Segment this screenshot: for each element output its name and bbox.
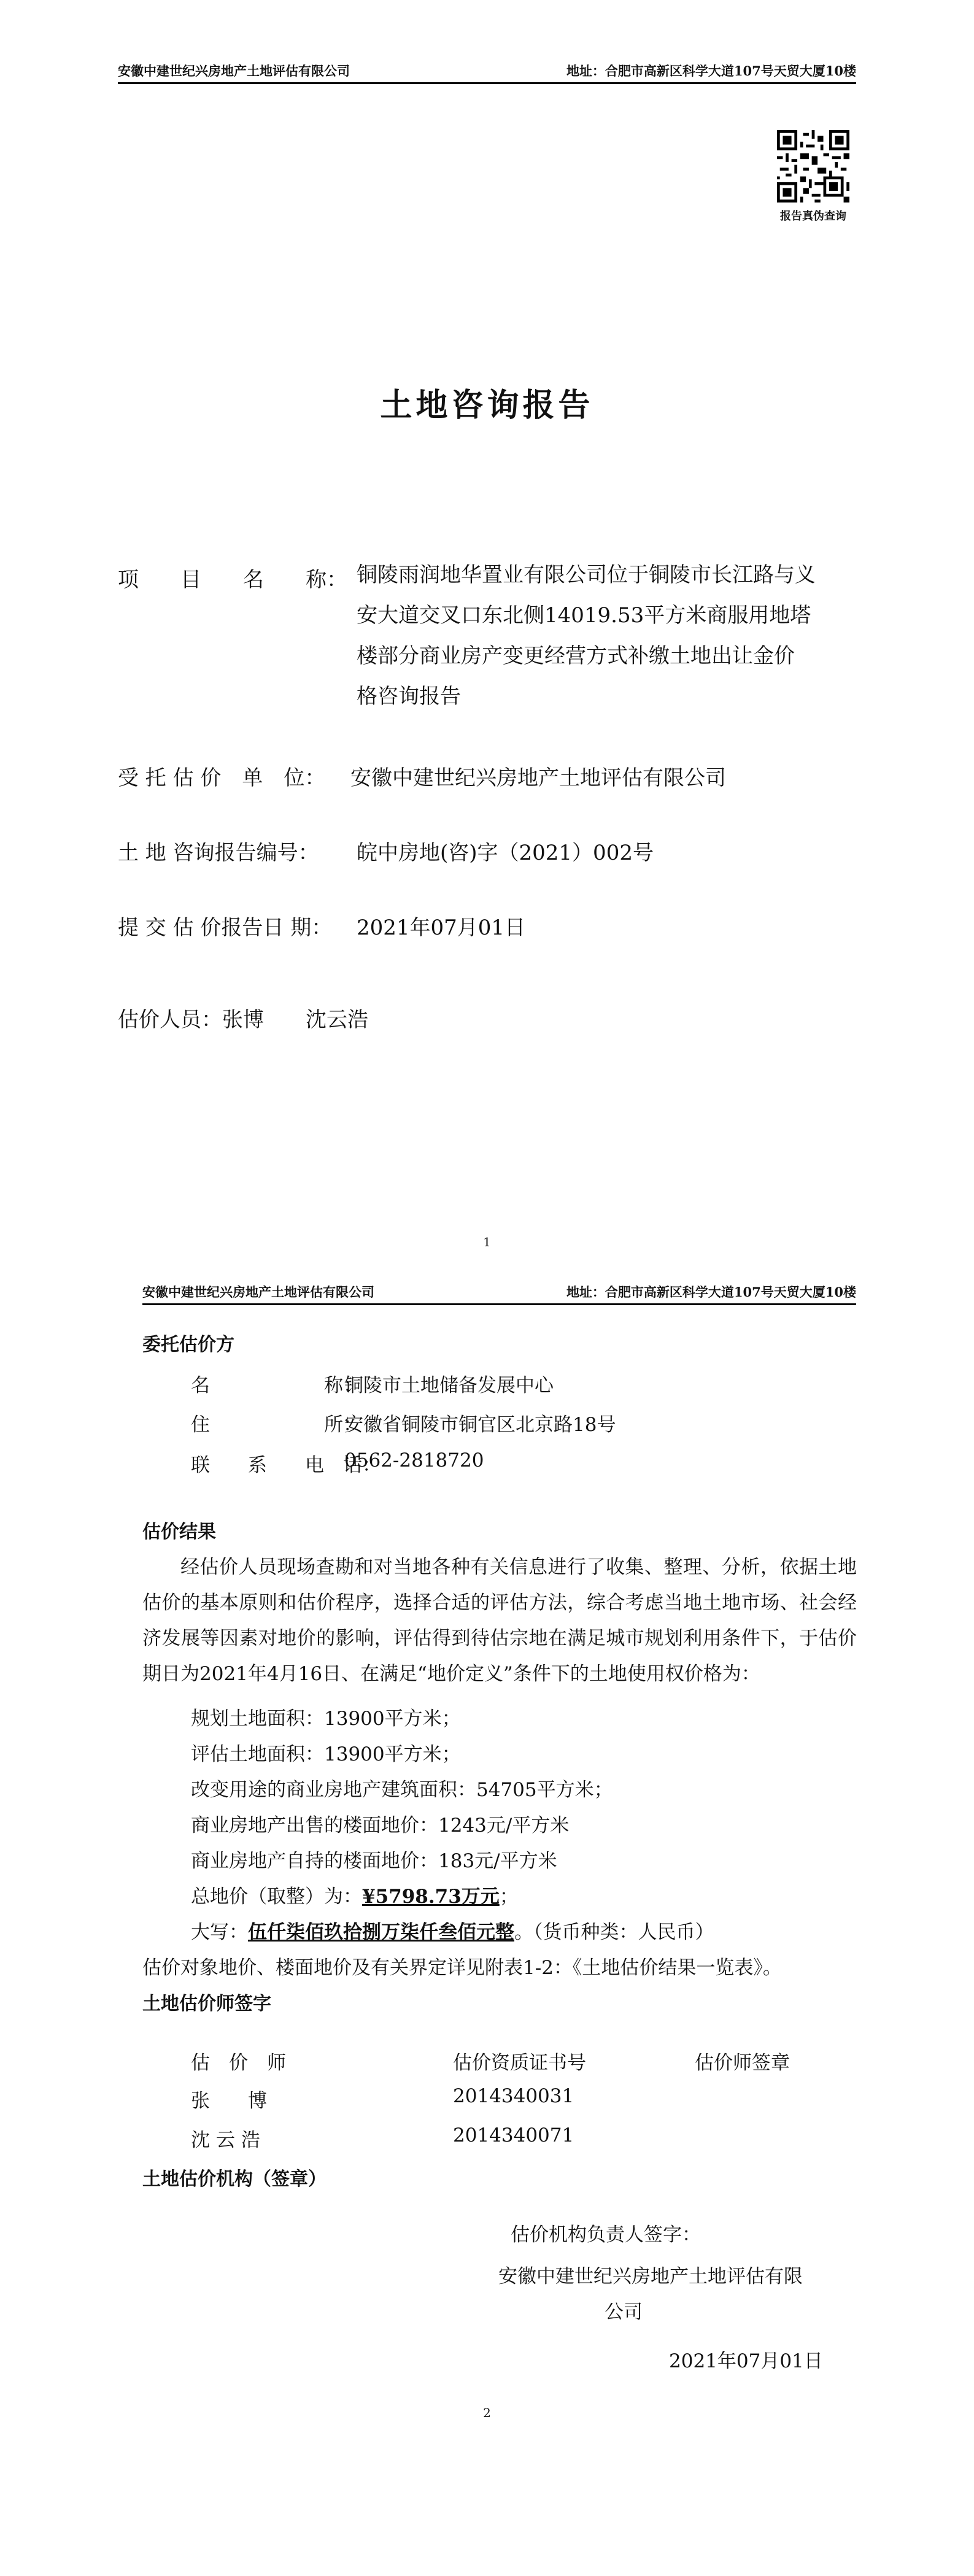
qr-block[interactable]: [771, 130, 855, 223]
project-line: 楼部分商业房产变更经营方式补缴土地出让金价: [357, 644, 795, 668]
client-name-label: 名 称：: [191, 1375, 362, 1397]
result-paragraph: 经估价人员现场查勘和对当地各种有关信息进行了收集、整理、分析，依据土地估价的基本原则和估价程序，选择合适的评估方法，综合考虑当地土地市场、社会经济发展等因素对地价的影响，评估得到待估宗地在满足城市规划利用条件下，于估价期日为2021年4月16日、在满足“地价定义”条件下的土地使用权价格为：: [142, 1556, 857, 1685]
client-section-title: 委托估价方: [142, 1334, 234, 1355]
project-name-value: [357, 555, 866, 717]
total-price-value: ¥5798.73万元: [362, 1886, 500, 1908]
table-row-cert: 2014340031: [453, 2085, 574, 2107]
table-row-name: 沈 云 浩: [191, 2129, 260, 2151]
valuers-value: 张博 沈云浩: [222, 1008, 368, 1032]
table-row-cert: 2014340071: [453, 2124, 574, 2146]
entrusted-unit-row: [118, 761, 726, 791]
qr-code-icon[interactable]: [777, 130, 849, 202]
caps-label: 大写：: [191, 1921, 248, 1943]
table-header-cert: 估价资质证书号: [453, 2052, 586, 2074]
header-address: 地址：合肥市高新区科学大道107号天贸大厦10楼: [566, 1284, 856, 1300]
page-header: [142, 1282, 856, 1305]
submit-date-row: [118, 911, 525, 941]
page-number: 2: [483, 2405, 491, 2420]
org-name-line: 安徽中建世纪兴房地产土地评估有限: [498, 2266, 803, 2288]
total-price-row: [191, 1881, 519, 1908]
result-item: 规划土地面积：13900平方米；: [191, 1708, 461, 1730]
project-name-label: 项 目 名 称：: [118, 568, 347, 592]
detail-note: 估价对象地价、楼面地价及有关界定详见附表1-2：《土地估价结果一览表》。: [142, 1957, 782, 1979]
client-address-value: 安徽省铜陵市铜官区北京路18号: [344, 1414, 616, 1436]
result-item: 商业房地产出售的楼面地价：1243元/平方米: [191, 1814, 570, 1837]
result-section-title: 估价结果: [142, 1521, 216, 1543]
result-item: 改变用途的商业房地产建筑面积：54705平方米；: [191, 1779, 613, 1801]
submit-date-label: 提 交 估 价报告日 期：: [118, 916, 333, 940]
project-line: 安大道交叉口东北侧14019.53平方米商服用地塔: [357, 603, 811, 628]
org-section-title: 土地估价机构（签章）: [142, 2169, 327, 2190]
page-1: [0, 0, 974, 1269]
table-header-valuer: 估 价 师: [191, 2052, 286, 2074]
caps-suffix: 。（货币种类：人民币）: [514, 1921, 714, 1943]
page-header: [118, 61, 856, 84]
sign-section-title: 土地估价师签字: [142, 1993, 271, 2015]
header-address: 地址：合肥市高新区科学大道107号天贸大厦10楼: [566, 63, 856, 79]
client-name-value: 铜陵市土地储备发展中心: [344, 1375, 554, 1397]
valuers-row: [118, 1003, 368, 1033]
result-item: 评估土地面积：13900平方米；: [191, 1743, 461, 1765]
total-price-label: 总地价（取整）为：: [191, 1886, 362, 1908]
client-phone-label: 联 系 电 话：: [191, 1454, 381, 1476]
page-2: [0, 1269, 974, 2576]
qr-label: 报告真伪查询: [780, 210, 846, 223]
report-number-label: 土 地 咨询报告编号：: [118, 841, 319, 865]
total-price-caps-row: [191, 1916, 714, 1944]
valuers-label: 估价人员：: [118, 1008, 222, 1032]
total-price-suffix: ；: [499, 1886, 519, 1908]
project-line: 铜陵雨润地华置业有限公司位于铜陵市长江路与义: [357, 563, 816, 587]
entrusted-unit-label: 受 托 估 价 单 位：: [118, 766, 326, 790]
org-name-line: 公司: [605, 2301, 643, 2323]
report-number-value: 皖中房地(咨)字（2021）002号: [357, 841, 654, 865]
header-company: 安徽中建世纪兴房地产土地评估有限公司: [118, 63, 350, 79]
report-title: 土地咨询报告: [380, 387, 594, 424]
project-name-label-row: [118, 563, 357, 593]
client-phone-value: 0562-2818720: [344, 1449, 484, 1471]
client-address-label: 住 所：: [191, 1414, 362, 1436]
caps-value: 伍仟柒佰玖拾捌万柒仟叁佰元整: [248, 1921, 514, 1943]
head-sign-label: 估价机构负责人签字：: [511, 2224, 701, 2246]
report-number-row: [118, 836, 654, 866]
table-row-name: 张 博: [191, 2090, 267, 2112]
table-header-seal: 估价师签章: [695, 2052, 790, 2074]
submit-date-value: 2021年07月01日: [357, 916, 526, 940]
result-item: 商业房地产自持的楼面地价：183元/平方米: [191, 1850, 557, 1872]
page-number: 1: [483, 1235, 491, 1249]
project-line: 格咨询报告: [357, 684, 461, 709]
entrusted-unit-value: 安徽中建世纪兴房地产土地评估有限公司: [350, 766, 726, 790]
header-company: 安徽中建世纪兴房地产土地评估有限公司: [142, 1284, 374, 1300]
sign-date: 2021年07月01日: [669, 2350, 823, 2372]
